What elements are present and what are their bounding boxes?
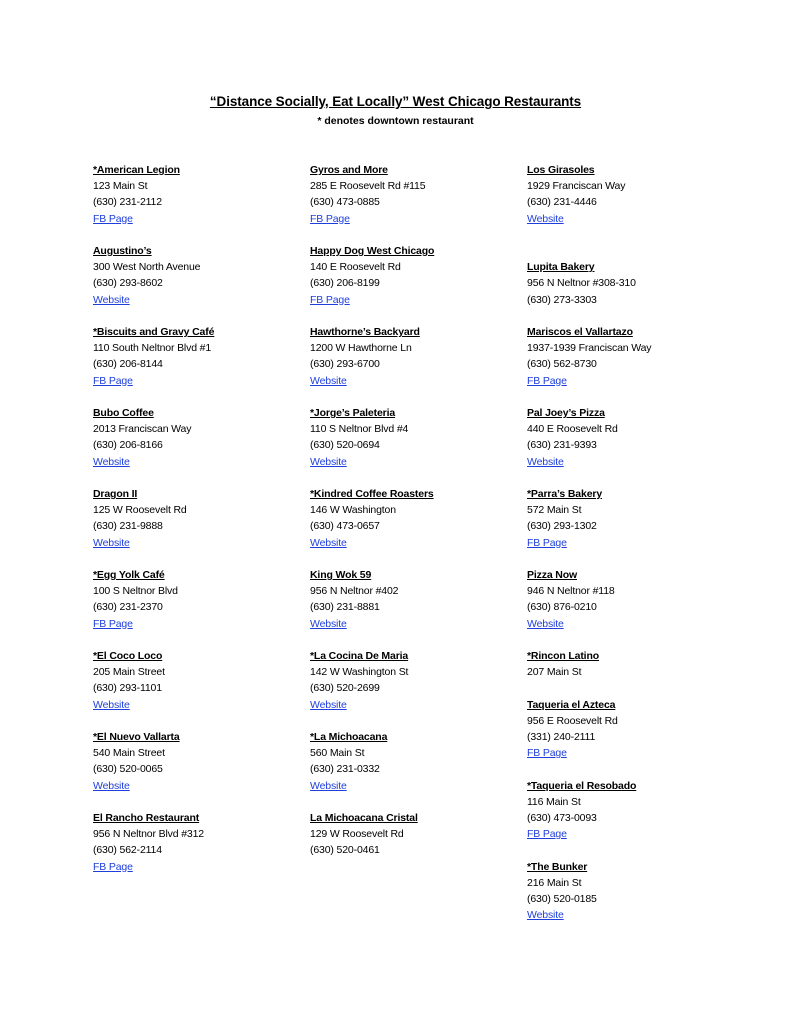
restaurant-phone: (630) 231-9888 [93, 520, 163, 533]
restaurant-address: 100 S Neltnor Blvd [93, 585, 178, 598]
website-link[interactable]: Website [527, 212, 564, 225]
restaurant-name: Pal Joey’s Pizza [527, 406, 605, 419]
restaurant-entry [527, 697, 727, 762]
restaurant-address: 956 N Neltnor #308-310 [527, 277, 636, 290]
restaurant-phone: (630) 231-2112 [93, 196, 162, 209]
website-link[interactable]: Website [93, 293, 130, 306]
restaurant-entry [93, 648, 293, 713]
website-link[interactable]: Website [93, 779, 130, 792]
restaurant-address: 129 W Roosevelt Rd [310, 828, 404, 841]
restaurant-address: 110 S Neltnor Blvd #4 [310, 423, 409, 436]
restaurant-entry [527, 778, 727, 843]
fb-page-link[interactable]: FB Page [527, 374, 567, 387]
restaurant-phone: (630) 520-2699 [310, 682, 380, 695]
restaurant-name: *El Nuevo Vallarta [93, 731, 180, 743]
restaurant-entry [527, 162, 727, 227]
restaurant-phone: (331) 240-2111 [527, 730, 596, 743]
restaurant-entry [310, 486, 510, 551]
restaurant-phone: (630) 206-8166 [93, 439, 163, 452]
website-link[interactable]: Website [310, 536, 347, 549]
restaurant-entry [310, 405, 510, 470]
restaurant-name: King Wok 59 [310, 569, 372, 581]
restaurant-name: El Rancho Restaurant [93, 812, 200, 824]
restaurant-phone: (630) 231-0332 [310, 763, 380, 776]
restaurant-name: Taqueria el Azteca [527, 698, 616, 711]
website-link[interactable]: Website [527, 455, 564, 468]
restaurant-phone: (630) 520-0694 [310, 439, 380, 452]
restaurant-name: Lupita Bakery [527, 261, 595, 274]
page-title: “Distance Socially, Eat Locally” West Chicago Restaurants [209, 94, 582, 109]
restaurant-name: *La Cocina De Maria [310, 650, 409, 662]
restaurant-entry [527, 324, 727, 389]
fb-page-link[interactable]: FB Page [527, 747, 567, 760]
restaurant-phone: (630) 473-0657 [310, 520, 380, 533]
restaurant-entry [93, 162, 293, 227]
restaurant-name: Hawthorne’s Backyard [310, 326, 420, 338]
restaurant-address: 440 E Roosevelt Rd [527, 423, 618, 436]
fb-page-link[interactable]: FB Page [310, 212, 350, 225]
restaurant-address: 140 E Roosevelt Rd [310, 261, 401, 274]
restaurant-phone: (630) 520-0065 [93, 763, 163, 776]
restaurant-name: *Rincon Latino [527, 649, 599, 662]
restaurant-address: 146 W Washington [310, 504, 396, 517]
restaurant-address: 1200 W Hawthorne Ln [310, 342, 412, 355]
restaurant-address: 207 Main St [527, 666, 582, 679]
restaurant-phone: (630) 562-2114 [93, 844, 162, 857]
restaurant-entry [310, 162, 510, 227]
fb-page-link[interactable]: FB Page [527, 536, 567, 549]
restaurant-address: 946 N Neltnor #118 [527, 585, 615, 598]
restaurant-address: 123 Main St [93, 180, 148, 193]
fb-page-link[interactable]: FB Page [93, 212, 133, 225]
restaurant-phone: (630) 293-8602 [93, 277, 163, 290]
restaurant-phone: (630) 293-6700 [310, 358, 380, 371]
website-link[interactable]: Website [93, 698, 130, 711]
website-link[interactable]: Website [93, 455, 130, 468]
restaurant-entry [310, 729, 510, 794]
restaurant-name: *Biscuits and Gravy Café [93, 326, 215, 338]
website-link[interactable]: Website [527, 617, 564, 630]
restaurant-phone: (630) 206-8199 [310, 277, 380, 290]
restaurant-address: 110 South Neltnor Blvd #1 [93, 342, 212, 355]
restaurant-phone: (630) 231-8881 [310, 601, 380, 614]
restaurant-address: 116 Main St [527, 795, 581, 808]
restaurant-name: Happy Dog West Chicago [310, 245, 435, 257]
restaurant-name: Pizza Now [527, 568, 577, 581]
fb-page-link[interactable]: FB Page [310, 293, 350, 306]
restaurant-entry [527, 486, 727, 551]
restaurant-phone: (630) 876-0210 [527, 601, 597, 614]
fb-page-link[interactable]: FB Page [93, 374, 133, 387]
restaurant-name: Gyros and More [310, 164, 388, 176]
restaurant-entry [310, 324, 510, 389]
restaurant-entry [527, 859, 727, 924]
fb-page-link[interactable]: FB Page [93, 860, 133, 873]
restaurant-name: Mariscos el Vallartazo [527, 325, 633, 338]
restaurant-entry [93, 810, 293, 875]
website-link[interactable]: Website [527, 909, 564, 922]
restaurant-address: 956 N Neltnor Blvd #312 [93, 828, 204, 841]
restaurant-name: *American Legion [93, 164, 180, 176]
restaurant-address: 216 Main St [527, 876, 582, 889]
page-subtitle: * denotes downtown restaurant [317, 115, 474, 127]
website-link[interactable]: Website [310, 698, 347, 711]
restaurant-entry [93, 243, 293, 308]
restaurant-address: 285 E Roosevelt Rd #115 [310, 180, 426, 193]
restaurant-address: 560 Main St [310, 747, 365, 760]
restaurant-entry [527, 405, 727, 470]
restaurant-name: *Egg Yolk Café [93, 569, 165, 581]
restaurant-name: Augustino’s [93, 245, 152, 257]
website-link[interactable]: Website [310, 779, 347, 792]
restaurant-name: Los Girasoles [527, 164, 595, 176]
restaurant-address: 205 Main Street [93, 666, 165, 679]
website-link[interactable]: Website [310, 617, 347, 630]
restaurant-name: *Taqueria el Resobado [527, 779, 637, 792]
restaurant-entry [93, 324, 293, 389]
restaurant-address: 572 Main St [527, 504, 582, 517]
restaurant-address: 1937-1939 Franciscan Way [527, 342, 652, 355]
restaurant-name: *The Bunker [527, 860, 588, 873]
restaurant-phone: (630) 293-1302 [527, 520, 597, 533]
restaurant-entry [93, 567, 293, 632]
restaurant-entry [527, 648, 727, 680]
restaurant-address: 142 W Washington St [310, 666, 409, 679]
fb-page-link[interactable]: FB Page [93, 617, 133, 630]
restaurant-phone: (630) 206-8144 [93, 358, 163, 371]
restaurant-address: 540 Main Street [93, 747, 165, 760]
restaurant-name: *Jorge’s Paleteria [310, 407, 396, 419]
restaurant-address: 1929 Franciscan Way [527, 180, 626, 193]
restaurant-address: 956 N Neltnor #402 [310, 585, 399, 598]
restaurant-entry [310, 243, 510, 308]
restaurant-phone: (630) 231-4446 [527, 196, 597, 209]
restaurant-entry [527, 567, 727, 632]
restaurant-phone: (630) 520-0461 [310, 844, 380, 857]
restaurant-entry [310, 648, 510, 713]
restaurant-entry [310, 810, 510, 859]
restaurant-phone: (630) 231-2370 [93, 601, 163, 614]
restaurant-address: 300 West North Avenue [93, 261, 201, 274]
restaurant-entry [93, 729, 293, 794]
restaurant-name: *Parra’s Bakery [527, 487, 603, 500]
fb-page-link[interactable]: FB Page [527, 828, 567, 841]
restaurant-entry [93, 405, 293, 470]
restaurant-name: *El Coco Loco [93, 650, 163, 662]
restaurant-name: Dragon II [93, 488, 138, 500]
restaurant-phone: (630) 473-0885 [310, 196, 380, 209]
restaurant-name: La Michoacana Cristal [310, 812, 418, 824]
restaurant-entry [310, 567, 510, 632]
restaurant-name: Bubo Coffee [93, 407, 154, 419]
website-link[interactable]: Website [310, 374, 347, 387]
website-link[interactable]: Website [93, 536, 130, 549]
restaurant-phone: (630) 520-0185 [527, 892, 597, 905]
website-link[interactable]: Website [310, 455, 347, 468]
restaurant-column-3 [527, 162, 727, 923]
restaurant-phone: (630) 231-9393 [527, 439, 597, 452]
restaurant-column-2 [310, 162, 510, 859]
restaurant-phone: (630) 273-3303 [527, 293, 597, 306]
restaurant-phone: (630) 562-8730 [527, 358, 597, 371]
restaurant-column-1 [93, 162, 293, 875]
restaurant-entry [93, 486, 293, 551]
restaurant-entry [527, 259, 727, 308]
restaurant-phone: (630) 293-1101 [93, 682, 162, 695]
restaurant-name: *La Michoacana [310, 731, 388, 743]
restaurant-name: *Kindred Coffee Roasters [310, 488, 434, 500]
restaurant-address: 2013 Franciscan Way [93, 423, 192, 436]
restaurant-address: 125 W Roosevelt Rd [93, 504, 187, 517]
restaurant-phone: (630) 473-0093 [527, 811, 597, 824]
restaurant-address: 956 E Roosevelt Rd [527, 714, 618, 727]
